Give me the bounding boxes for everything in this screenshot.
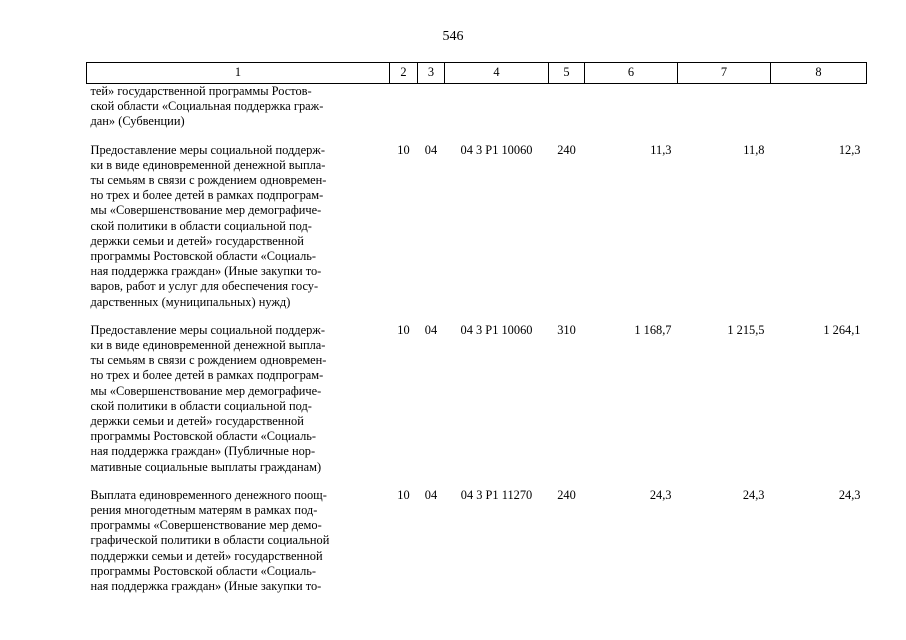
- description-line: ная поддержка граждан» (Иные закупки то-: [90, 264, 322, 279]
- description-line: держки семьи и детей» государственной: [90, 414, 304, 429]
- description-line: ная поддержка граждан» (Публичные нор-: [90, 444, 316, 459]
- description-line: ской области «Социальная поддержка граж-: [90, 99, 324, 114]
- amount-year-1: 1 168,7: [634, 322, 672, 337]
- description-line: ки в виде единовременной денежной выпла-: [90, 157, 326, 172]
- target-article-code: 04 3 P1 10060: [460, 142, 533, 157]
- section-code: 10: [397, 322, 410, 337]
- column-header: 7: [678, 63, 771, 84]
- amount-year-2: [678, 84, 771, 143]
- expense-type-code: 240: [557, 487, 576, 502]
- description-line: ная поддержка граждан» (Иные закупки то-: [90, 579, 322, 594]
- description-line: программы «Совершенствование мер демо-: [90, 518, 322, 533]
- subsection-code: 04: [424, 142, 438, 157]
- description-line: программы Ростовской области «Социаль-: [90, 429, 317, 444]
- table-header-row: [87, 63, 867, 84]
- column-header: 6: [585, 63, 678, 84]
- description-line: варов, работ и услуг для обеспечения госу-: [90, 279, 319, 294]
- amount-year-1: 11,3: [650, 142, 672, 157]
- description-line: ской политики в области социальной под-: [90, 398, 312, 413]
- description-line: мативные социальные выплаты гражданам): [90, 459, 322, 474]
- description-line: графической политики в области социальной: [90, 533, 330, 548]
- description-line: ки в виде единовременной денежной выпла-: [90, 338, 326, 353]
- expense-type-code: 310: [557, 322, 576, 337]
- section-code: 10: [397, 142, 410, 157]
- page-number: 546: [442, 29, 464, 44]
- subsection-code: [418, 84, 445, 143]
- amount-year-2: 11,8: [743, 142, 765, 157]
- description-line: мы «Совершенствование мер демографиче-: [90, 203, 322, 218]
- column-header: 5: [549, 63, 585, 84]
- subsection-code: 04: [424, 322, 438, 337]
- description-line: Предоставление меры социальной поддерж-: [90, 322, 325, 337]
- table-row: [87, 323, 867, 488]
- table-row: [87, 143, 867, 323]
- description-line: ской политики в области социальной под-: [90, 218, 312, 233]
- column-header: 2: [390, 63, 418, 84]
- description-line: но трех и более детей в рамках подпрограм-: [90, 188, 324, 203]
- amount-year-3: 24,3: [838, 487, 861, 502]
- column-header: 3: [418, 63, 445, 84]
- description-line: мы «Совершенствование мер демографиче-: [90, 383, 322, 398]
- description-line: тей» государственной программы Ростов-: [90, 84, 312, 98]
- row-description: [87, 143, 390, 323]
- row-description: [87, 84, 390, 143]
- amount-year-1: 24,3: [649, 487, 672, 502]
- row-description: [87, 323, 390, 488]
- row-description: [87, 488, 390, 594]
- description-line: программы Ростовской области «Социаль-: [90, 249, 317, 264]
- description-line: но трех и более детей в рамках подпрограм-: [90, 368, 324, 383]
- column-header: 1: [87, 63, 390, 84]
- description-line: рения многодетным матерям в рамках под-: [90, 503, 318, 518]
- amount-year-3: 12,3: [838, 142, 861, 157]
- target-article-code: 04 3 P1 11270: [460, 487, 533, 502]
- section-code: [390, 84, 418, 143]
- description-line: Выплата единовременного денежного поощ-: [90, 487, 327, 502]
- budget-table: [86, 62, 867, 594]
- amount-year-1: [585, 84, 678, 143]
- target-article-code: 04 3 P1 10060: [460, 322, 533, 337]
- table-row: [87, 84, 867, 143]
- description-line: поддержки семьи и детей» государственной: [90, 548, 323, 563]
- amount-year-2: 24,3: [742, 487, 765, 502]
- description-line: ты семьям в связи с рождением одновремен-: [90, 353, 327, 368]
- amount-year-2: 1 215,5: [727, 322, 765, 337]
- column-header: 8: [771, 63, 867, 84]
- expense-type-code: 240: [557, 142, 576, 157]
- description-line: дарственных (муниципальных) нужд): [90, 294, 291, 309]
- target-article-code: [445, 84, 549, 143]
- subsection-code: 04: [424, 487, 438, 502]
- description-line: дан» (Субвенции): [90, 114, 185, 129]
- amount-year-3: 1 264,1: [823, 322, 861, 337]
- description-line: программы Ростовской области «Социаль-: [90, 563, 317, 578]
- column-header: 4: [445, 63, 549, 84]
- amount-year-3: [771, 84, 867, 143]
- table-row: [87, 488, 867, 594]
- description-line: Предоставление меры социальной поддерж-: [90, 142, 325, 157]
- section-code: 10: [397, 487, 410, 502]
- description-line: держки семьи и детей» государственной: [90, 233, 304, 248]
- description-line: ты семьям в связи с рождением одновремен-: [90, 173, 327, 188]
- expense-type-code: [549, 84, 585, 143]
